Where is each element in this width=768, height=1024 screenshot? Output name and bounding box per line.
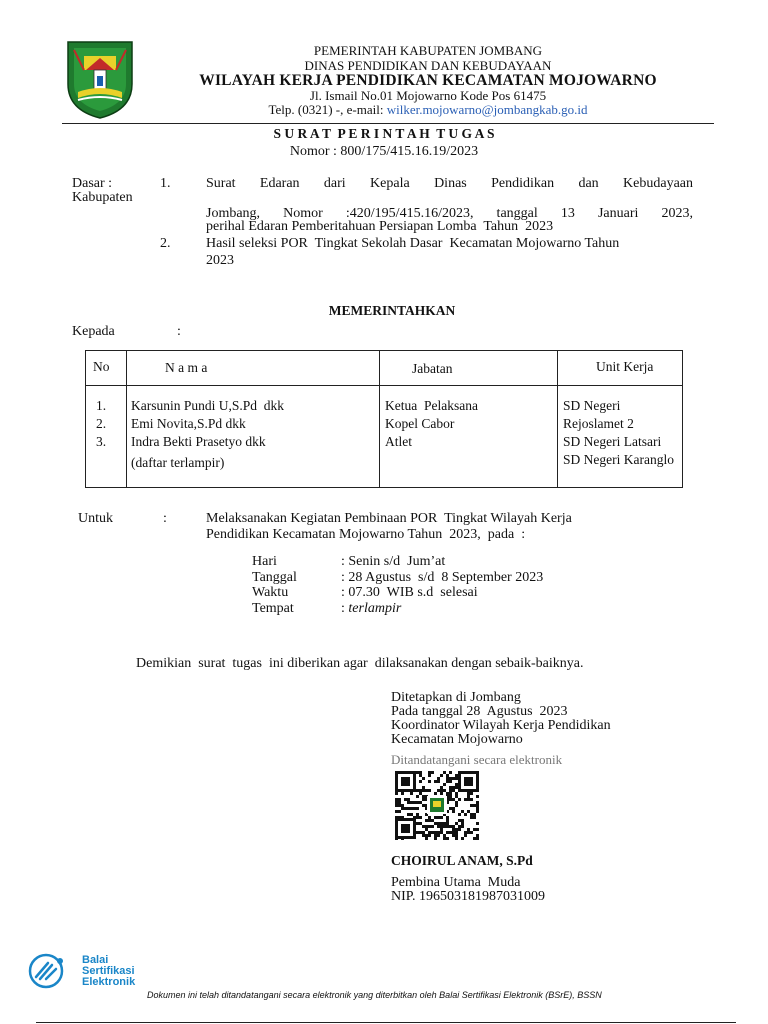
sign-position-1: Koordinator Wilayah Kerja Pendidikan [391,718,611,733]
header-line-2: DINAS PENDIDIKAN DAN KEBUDAYAAN [304,58,552,73]
row-1-jabatan: Ketua Pelaksana [385,398,478,413]
qr-code [394,770,480,840]
letter-title: S U R A T P E R I N T A H T U G A S [273,126,495,141]
col-header-jabatan: Jabatan [380,351,558,386]
detail-key-hari: Hari [252,554,277,569]
detail-value-tempat: : terlampir [341,601,402,616]
row-2-jabatan: Kopel Cabor [385,416,455,431]
row-3-nama: Indra Bekti Prasetyo dkk [131,434,266,449]
header-address: Jl. Ismail No.01 Mojowarno Kode Pos 61475 [309,88,547,103]
row-1-nama: Karsunin Pundi U,S.Pd dkk [131,398,285,413]
detail-value-hari: : Senin s/d Jum’at [341,554,446,569]
row-2-unit: SD Negeri Latsari [563,434,662,449]
bsre-line-3: Elektronik [82,976,136,988]
bsre-icon [26,953,68,989]
dasar-item-2-line-2: 2023 [206,253,234,268]
col-header-no: No [86,351,127,386]
signer-rank: Pembina Utama Muda [391,875,521,890]
detail-value-tempat-italic: terlampir [348,601,402,616]
signer-nip: NIP. 196503181987031009 [391,889,546,904]
col-header-nama: N a m a [127,351,380,386]
memerintahkan-heading: MEMERINTAHKAN [328,303,456,318]
kepada-label: Kepada [72,324,115,339]
detail-value-tanggal: : 28 Agustus s/d 8 September 2023 [341,570,544,585]
bsre-line-2: Sertifikasi [82,965,135,977]
regency-emblem [64,40,136,120]
closing-text: Demikian surat tugas ini diberikan agar dilaksanakan dengan sebaik-baiknya. [136,656,584,671]
detail-key-tanggal: Tanggal [252,570,297,585]
dasar-label-2: Kabupaten [72,190,133,205]
table-row [86,386,683,488]
dasar-item-1-num: 1. [160,176,171,191]
kepada-colon: : [177,324,181,339]
untuk-line-1: Melaksanakan Kegiatan Pembinaan POR Tingkat Wilayah Kerja [206,511,572,526]
sign-position-2: Kecamatan Mojowarno [391,732,523,747]
letter-number: Nomor : 800/175/415.16.19/2023 [289,144,479,159]
col-header-unit: Unit Kerja [558,351,683,386]
detail-key-waktu: Waktu [252,585,289,600]
dasar-item-1-line-1: Surat Edaran dari Kepala Dinas Pendidikan dan Kebudayaan [206,176,693,191]
detail-value-waktu: : 07.30 WIB s.d selesai [341,585,478,600]
row-3-jabatan: Atlet [385,434,412,449]
untuk-colon: : [163,511,167,526]
header-email-link[interactable]: wilker.mojowarno@jombangkab.go.id [386,102,588,117]
dasar-item-2-line-1: Hasil seleksi POR Tingkat Sekolah Dasar Kecamatan Mojowarno Tahun [206,236,620,251]
untuk-line-2: Pendidikan Kecamatan Mojowarno Tahun 2023, pada : [206,527,526,542]
dasar-item-2-num: 2. [160,236,171,251]
row-3-no: 3. [96,434,107,449]
footer-note: Dokumen ini telah ditandatangani secara elektronik yang diterbitkan oleh Balai Sertifikasi Elektronik (BSrE), BSSN [147,990,602,1000]
table-header-row [86,351,683,386]
bsre-logo [26,953,156,989]
footer-divider [36,1022,736,1023]
untuk-label: Untuk [78,511,113,526]
esign-text: Ditandatangani secara elektronik [391,752,563,767]
dasar-label: Dasar : [72,176,113,191]
header-phone: Telp. (0321) -, e-mail: [268,102,387,117]
table-note: (daftar terlampir) [131,455,225,470]
sign-place: Ditetapkan di Jombang [391,690,521,705]
header-line-1: PEMERINTAH KABUPATEN JOMBANG [313,43,543,58]
header-contact [150,102,706,118]
row-1-unit: SD Negeri Rejoslamet 2 [563,398,634,431]
row-2-nama: Emi Novita,S.Pd dkk [131,416,246,431]
bsre-line-1: Balai [82,954,109,966]
dasar-item-1-line-3: perihal Edaran Pemberitahuan Persiapan Lomba Tahun 2023 [206,219,554,234]
signer-name: CHOIRUL ANAM, S.Pd [391,853,533,868]
detail-key-tempat: Tempat [252,601,294,616]
row-3-unit: SD Negeri Karanglo [563,452,674,467]
assignment-table [85,350,683,488]
header-line-3: WILAYAH KERJA PENDIDIKAN KECAMATAN MOJOWARNO [199,72,657,89]
dasar-item-1-line-2: Jombang, Nomor :420/195/415.16/2023, tanggal 13 Januari 2023, [206,206,693,221]
row-1-no: 1. [96,398,107,413]
sign-date: Pada tanggal 28 Agustus 2023 [391,704,568,719]
row-2-no: 2. [96,416,107,431]
header-divider [62,123,714,124]
